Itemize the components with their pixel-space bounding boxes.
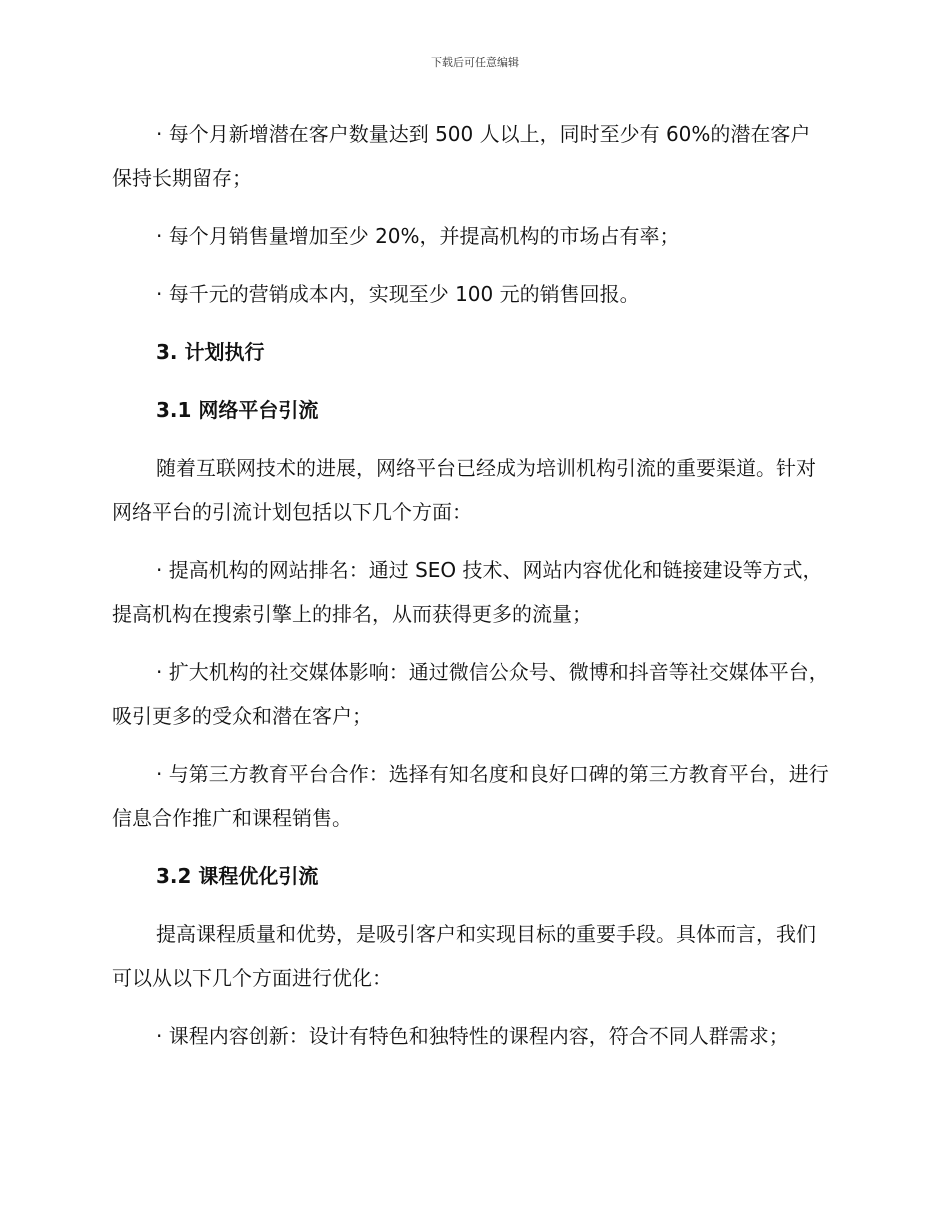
bullet-new-customers: · 每个月新增潜在客户数量达到 500 人以上，同时至少有 60%的潜在客户保持长期留存； [112,122,811,190]
document-body [112,112,830,1072]
bullet-sales-growth: · 每个月销售量增加至少 20%，并提高机构的市场占有率； [156,224,680,248]
bullet-marketing-return: · 每千元的营销成本内，实现至少 100 元的销售回报。 [156,282,640,306]
heading-course-optimization: 3.2 课程优化引流 [156,864,319,888]
paragraph-course-intro: 提高课程质量和优势，是吸引客户和实现目标的重要手段。具体而言，我们可以从以下几个方面进行优化： [112,922,816,990]
heading-online-platform: 3.1 网络平台引流 [156,398,319,422]
bullet-social-media: · 扩大机构的社交媒体影响：通过微信公众号、微博和抖音等社交媒体平台，吸引更多的受众和潜在客户； [112,660,829,728]
paragraph-online-intro: 随着互联网技术的进展，网络平台已经成为培训机构引流的重要渠道。针对网络平台的引流计划包括以下几个方面： [112,456,816,524]
page-header: 下载后可任意编辑 [431,56,519,69]
bullet-third-party: · 与第三方教育平台合作：选择有知名度和良好口碑的第三方教育平台，进行信息合作推广和课程销售。 [112,762,829,830]
bullet-course-innovation: · 课程内容创新：设计有特色和独特性的课程内容，符合不同人群需求； [156,1024,789,1048]
bullet-website-ranking: · 提高机构的网站排名：通过 SEO 技术、网站内容优化和链接建设等方式，提高机构在搜索引擎上的排名，从而获得更多的流量； [112,558,823,626]
heading-plan-execution: 3. 计划执行 [156,340,265,364]
